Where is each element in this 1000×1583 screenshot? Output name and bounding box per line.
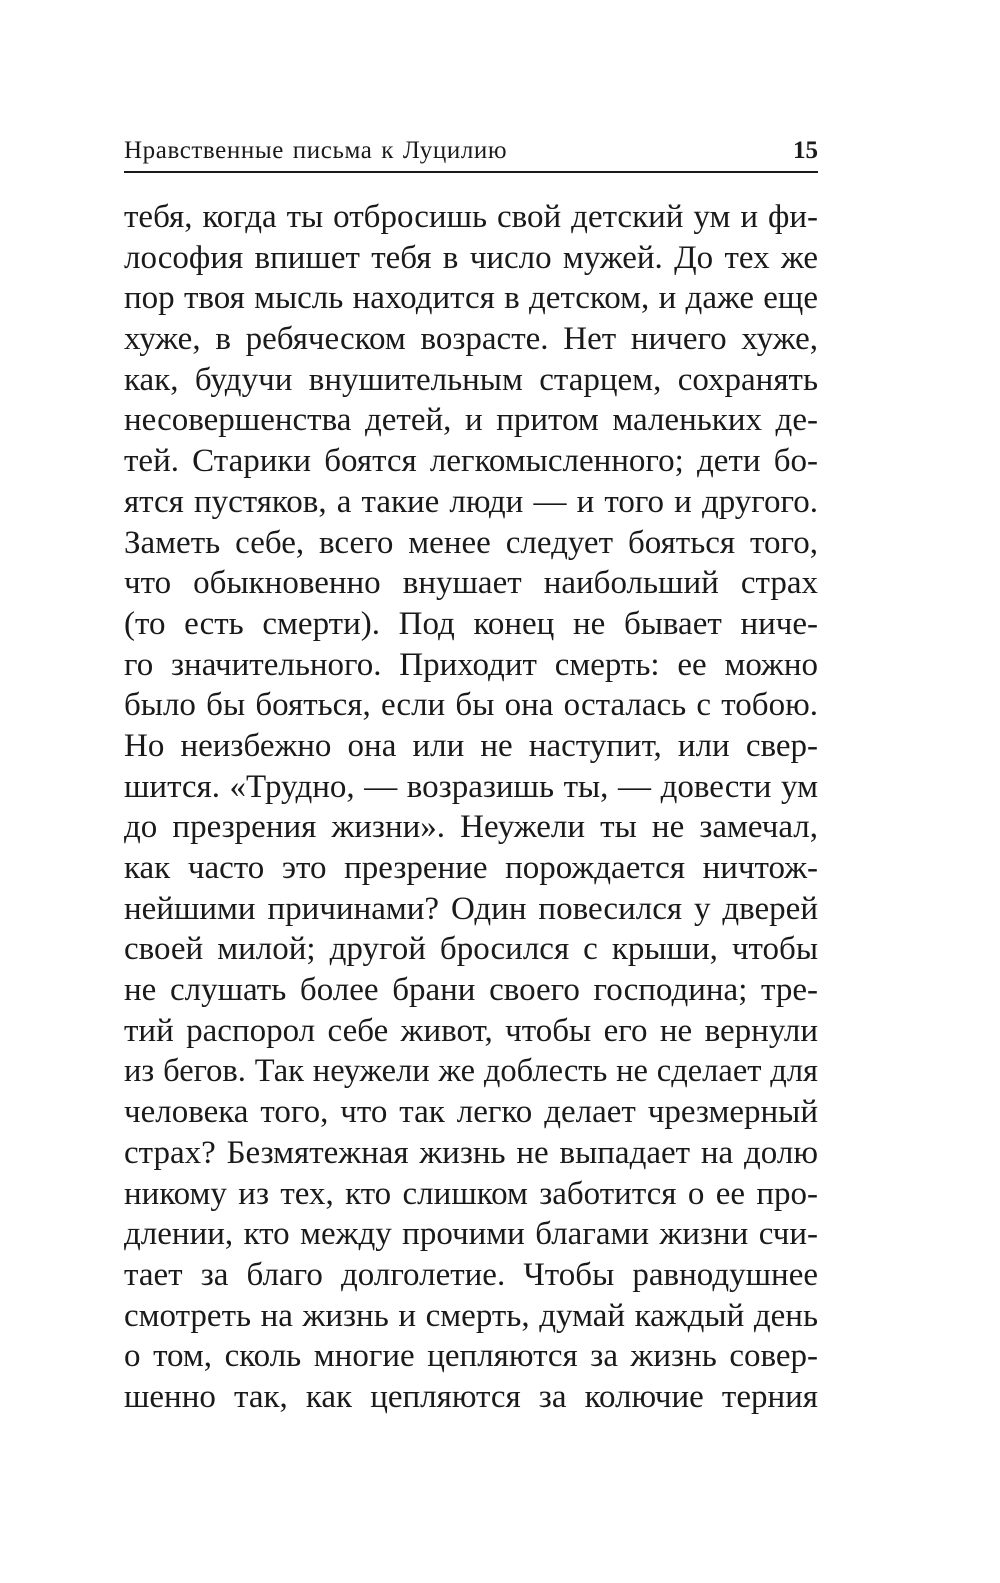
text-line: несовершенства детей, и притом маленьких де- <box>124 402 818 439</box>
text-line: Но неизбежно она или не наступит, или свер- <box>124 727 818 764</box>
running-title: Нравственные письма к Луцилию <box>124 137 508 164</box>
text-line: пор твоя мысль находится в детском, и даже еще <box>124 280 818 317</box>
text-line: как часто это презрение порождается ничтож- <box>124 850 818 886</box>
header-rule <box>124 171 818 173</box>
text-line: своей милой; другой бросился с крыши, чтобы <box>124 931 818 968</box>
body-text <box>124 197 818 1418</box>
text-line: нейшими причинами? Один повесился у дверей <box>124 890 818 927</box>
text-line: (то есть смерти). Под конец не бывает ниче- <box>124 605 818 642</box>
text-line: было бы бояться, если бы она осталась с тобою. <box>124 687 818 724</box>
text-line: о том, сколь многие цепляются за жизнь совер- <box>124 1338 818 1375</box>
text-line: тий распорол себе живот, чтобы его не вернули <box>124 1012 818 1049</box>
text-line: тей. Старики боятся легкомысленного; дети бо- <box>124 443 818 480</box>
text-line: не слушать более брани своего господина; тре- <box>124 972 818 1009</box>
text-line: шенно так, как цепляются за колючие терния <box>124 1378 818 1415</box>
text-line: ятся пустяков, а такие люди — и того и другого. <box>124 483 818 520</box>
text-line: из бегов. Так неужели же доблесть не сделает для <box>124 1053 818 1090</box>
text-line: никому из тех, кто слишком заботится о ее про- <box>124 1175 818 1212</box>
text-line: страх? Безмятежная жизнь не выпадает на долю <box>124 1134 818 1171</box>
text-line: смотреть на жизнь и смерть, думай каждый день <box>124 1297 818 1334</box>
running-head <box>124 128 818 168</box>
text-line: шится. «Трудно, — возразишь ты, — довести ум <box>124 768 818 805</box>
text-line: лософия впишет тебя в число мужей. До тех же <box>124 239 818 276</box>
text-line: тает за благо долголетие. Чтобы равнодушнее <box>124 1256 818 1293</box>
text-line: длении, кто между прочими благами жизни счи- <box>124 1216 818 1253</box>
text-line: человека того, что так легко делает чрезмерный <box>124 1094 818 1131</box>
text-line: что обыкновенно внушает наибольший страх <box>124 565 818 602</box>
text-line: Заметь себе, всего менее следует бояться того, <box>124 524 818 561</box>
text-line: хуже, в ребяческом возрасте. Нет ничего хуже, <box>124 321 818 358</box>
text-line: го значительного. Приходит смерть: ее можно <box>124 646 818 683</box>
text-line: до презрения жизни». Неужели ты не замечал, <box>124 809 818 846</box>
text-line: тебя, когда ты отбросишь свой детский ум и фи- <box>124 199 818 235</box>
text-line: как, будучи внушительным старцем, сохранять <box>124 361 818 398</box>
page-number: 15 <box>793 137 818 164</box>
